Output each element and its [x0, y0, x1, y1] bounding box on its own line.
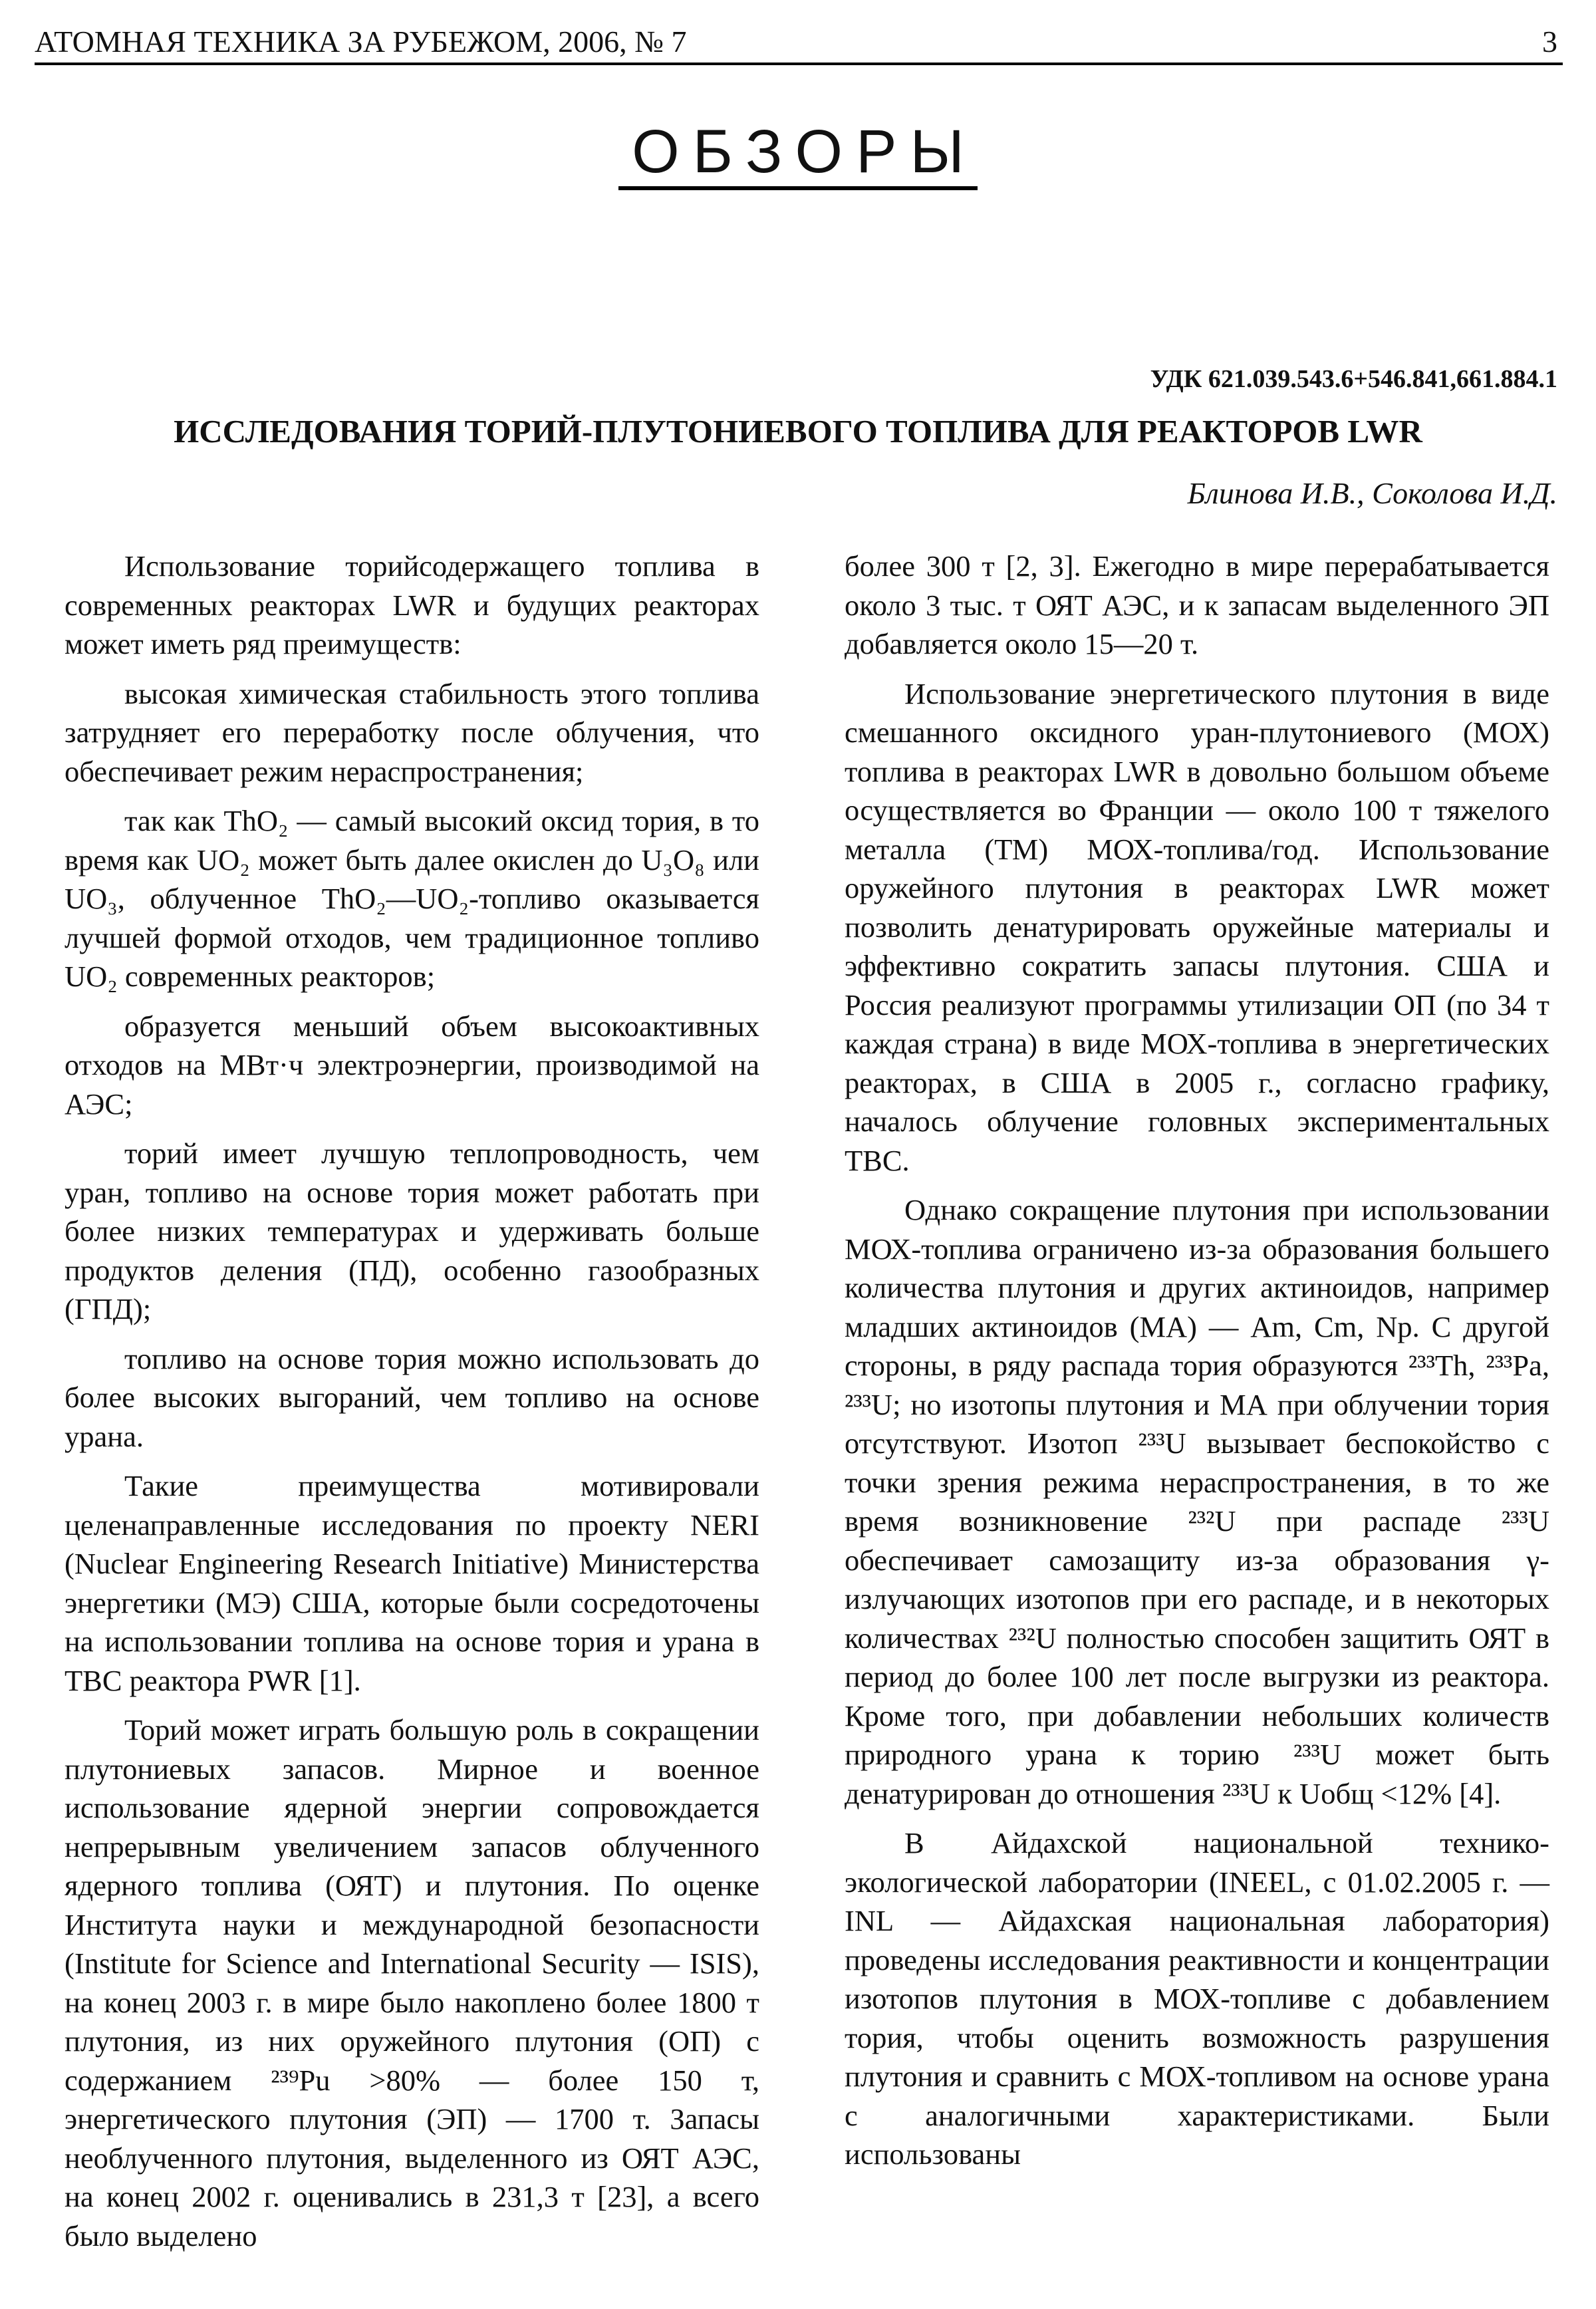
paragraph: В Айдахской национальной технико-экологической лаборатории (INEEL, с 01.02.2005 г. — INL — Айдахская национальная лаборатория) проведены исследования реактивности и концентрации изотопов плутония в МОХ-топливе с добавлением тория, чтобы оценить возможность разрушения плутония и сравнить с МОХ-топливом на основе урана с аналогичными характеристиками. Были использованы [845, 1826, 1549, 2171]
paragraph: образуется меньший объем высокоактивных отходов на МВт·ч электроэнергии, производимой на АЭС; [65, 1009, 759, 1121]
paragraph: Использование торийсодержащего топлива в современных реакторах LWR и будущих реакторах может иметь ряд преимуществ: [65, 549, 759, 660]
page-number: 3 [1542, 25, 1557, 59]
article-title: ИССЛЕДОВАНИЯ ТОРИЙ-ПЛУТОНИЕВОГО ТОПЛИВА ДЛЯ РЕАКТОРОВ LWR [174, 413, 1422, 450]
paragraph: торий имеет лучшую теплопроводность, чем уран, топливо на основе тория может работать при более низких температурах и удерживать больше продуктов деления (ПД), особенно газообразных (ГПД); [65, 1137, 759, 1325]
udk-code: УДК 621.039.543.6+546.841,661.884.1 [1150, 365, 1557, 393]
paragraph: топливо на основе тория можно использовать до более высоких выгораний, чем топливо на основе урана. [65, 1341, 759, 1453]
section-title: ОБЗОРЫ [618, 117, 978, 190]
article-authors: Блинова И.В., Соколова И.Д. [1187, 476, 1557, 510]
paragraph: более 300 т [2, 3]. Ежегодно в мире перерабатывается около 3 тыс. т ОЯТ АЭС, и к запасам выделенного ЭП добавляется около 15—20 т. [845, 549, 1549, 660]
paragraph: Однако сокращение плутония при использовании МОХ-топлива ограничено из-за образования большего количества плутония и других актиноидов, например младших актиноидов (МА) — Am, Cm, Np. С другой стороны, в ряду распада тория образуются ²³³Th, ²³³Pa, ²³³U; но изотопы плутония и МА при облучении тория отсутствуют. Изотоп ²³³U вызывает беспокойство с точки зрения режима нераспространения, в то же время возникновение ²³²U при распаде ²³³U обеспечивает самозащиту из-за образования γ-излучающих изотопов при его распаде, и в некоторых количествах ²³²U полностью способен защитить ОЯТ в период до более 100 лет после выгрузки из реактора. Кроме того, при добавлении небольших количеств природного урана к торию ²³³U может быть денатурирован до отношения ²³³U к Uобщ <12% [4]. [845, 1193, 1549, 1810]
section-heading [0, 117, 1596, 190]
paragraph: Торий может играть большую роль в сокращении плутониевых запасов. Мирное и военное использование ядерной энергии сопровождается непрерывным увеличением запасов облученного ядерного топлива (ОЯТ) и плутония. По оценке Института науки и международной безопасности (Institute for Science and International Security — ISIS), на конец 2003 г. в мире было накоплено более 1800 т плутония, из них оружейного плутония (ОП) с содержанием ²³⁹Pu >80% — более 150 т, энергетического плутония (ЭП) — 1700 т. Запасы необлученного плутония, выделенного из ОЯТ АЭС, на конец 2002 г. оценивались в 231,3 т [23], а всего было выделено [65, 1713, 759, 2252]
journal-title: АТОМНАЯ ТЕХНИКА ЗА РУБЕЖОМ, 2006, № 7 [35, 25, 687, 59]
paragraph: высокая химическая стабильность этого топлива затрудняет его переработку после облучения, что обеспечивает режим нераспространения; [65, 676, 759, 788]
paragraph: Использование энергетического плутония в виде смешанного оксидного уран-плутониевого (МОХ) топлива в реакторах LWR в довольно большом объеме осуществляется во Франции — около 100 т тяжелого металла (ТМ) МОХ-топлива/год. Использование оружейного плутония в реакторах LWR может позволить денатурировать оружейные материалы и эффективно сократить запасы плутония. США и Россия реализуют программы утилизации ОП (по 34 т каждая страна) в виде МОХ-топлива в энергетических реакторах, в США в 2005 г., согласно графику, началось облучение головных экспериментальных ТВС. [845, 676, 1549, 1177]
left-column [65, 547, 759, 2255]
paragraph: Такие преимущества мотивировали целенаправленные исследования по проекту NERI (Nuclear Engineering Research Initiative) Министерства энергетики (МЭ) США, которые были сосредоточены на использовании топлива на основе тория и урана в ТВС реактора PWR [1]. [65, 1469, 759, 1697]
paragraph: так как ThO₂ — самый высокий оксид тория, в то время как UO₂ может быть далее окислен до U₃O₈ или UO₃, облученное ThO₂—UO₂-топливо оказывается лучшей формой отходов, чем традиционное топливо UO₂ современных реакторов; [65, 804, 759, 993]
right-column [845, 547, 1549, 2174]
running-header [35, 23, 1563, 65]
